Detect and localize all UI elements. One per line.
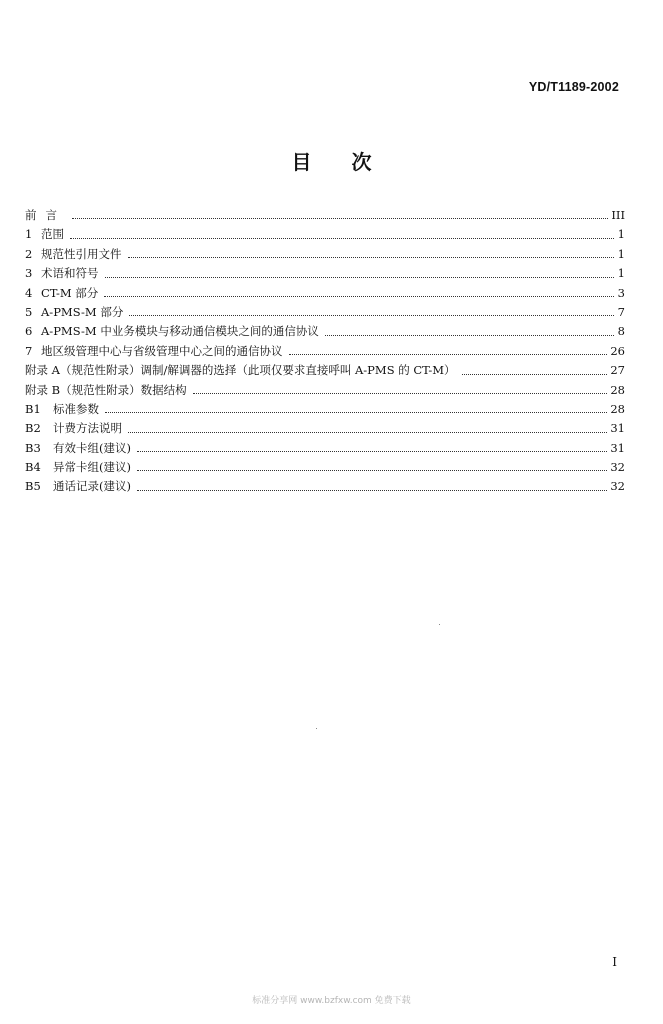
toc-entry-page: 3	[617, 285, 625, 300]
toc-entry-title: 附录 B（规范性附录）数据结构	[25, 382, 187, 397]
toc-entry-title: 计费方法说明	[53, 421, 122, 436]
toc-entry-number: B1	[25, 401, 41, 416]
dot-leader	[137, 470, 607, 471]
toc-entry-number: 1	[25, 227, 33, 242]
toc-entry-page: 1	[617, 266, 625, 281]
toc-entry-page: 26	[610, 343, 625, 358]
page-title: 目次	[291, 150, 412, 174]
toc-entry-number: 7	[25, 343, 33, 358]
toc-entry-title: 附录 A（规范性附录）调制/解调器的选择（此项仅要求直接呼叫 A-PMS 的 CT-M）	[25, 363, 456, 378]
toc-entry-appendix-a[interactable]	[25, 361, 625, 380]
toc-entry-2[interactable]	[25, 245, 625, 264]
toc-entry-page: 32	[610, 479, 625, 494]
toc-entry-title: 有效卡组(建议)	[53, 440, 131, 455]
toc-entry-page: 27	[610, 363, 625, 378]
toc-entry-page: 31	[610, 440, 625, 455]
dot-leader	[137, 451, 607, 452]
toc-entry-page: 32	[610, 460, 625, 475]
toc-entry-b5[interactable]	[25, 477, 625, 496]
watermark: 标准分享网 www.bzfxw.com 免费下载	[252, 996, 411, 1006]
toc-entry-number: B4	[25, 460, 41, 475]
toc-entry-number: 5	[25, 304, 33, 319]
toc-entry-number: B2	[25, 421, 41, 436]
toc-entry-appendix-b[interactable]	[25, 381, 625, 400]
toc-entry-7[interactable]	[25, 342, 625, 361]
toc-entry-page: 7	[617, 304, 625, 319]
dot-leader	[70, 238, 614, 239]
scan-speck	[439, 624, 440, 625]
toc-entry-title: A-PMS-M 中业务模块与移动通信模块之间的通信协议	[41, 324, 319, 339]
scan-speck	[316, 728, 317, 729]
toc-entry-number: 2	[25, 246, 33, 261]
dot-leader	[325, 335, 614, 336]
toc-entry-foreword[interactable]	[25, 206, 625, 225]
toc-entry-1[interactable]	[25, 225, 625, 244]
dot-leader	[72, 218, 608, 219]
toc-entry-page: 28	[610, 401, 625, 416]
document-code: YD/T1189-2002	[528, 80, 619, 94]
dot-leader	[128, 432, 607, 433]
toc-entry-title: A-PMS-M 部分	[41, 304, 124, 319]
toc-entry-page: 28	[610, 382, 625, 397]
toc-entry-title: 规范性引用文件	[41, 246, 122, 261]
dot-leader	[105, 277, 615, 278]
toc-entry-b2[interactable]	[25, 419, 625, 438]
toc-entry-title: 前言	[25, 207, 66, 222]
toc-entry-page: 31	[610, 421, 625, 436]
toc-entry-title: 地区级管理中心与省级管理中心之间的通信协议	[41, 343, 283, 358]
dot-leader	[462, 374, 608, 375]
toc-entry-title: 通话记录(建议)	[53, 479, 131, 494]
toc-entry-title: 标准参数	[53, 401, 99, 416]
toc-entry-b4[interactable]	[25, 458, 625, 477]
toc-entry-number: 6	[25, 324, 33, 339]
dot-leader	[193, 393, 608, 394]
toc-entry-title: 异常卡组(建议)	[53, 460, 131, 475]
toc-entry-number: 4	[25, 285, 33, 300]
toc-entry-number: B3	[25, 440, 41, 455]
toc-entry-number: B5	[25, 479, 41, 494]
dot-leader	[104, 296, 614, 297]
toc-entry-title: 范围	[41, 227, 64, 242]
toc-entry-b3[interactable]	[25, 439, 625, 458]
dot-leader	[105, 412, 607, 413]
toc-entry-page: 1	[617, 227, 625, 242]
table-of-contents	[25, 206, 625, 497]
page-number: I	[612, 955, 617, 969]
toc-entry-title: CT-M 部分	[41, 285, 99, 300]
toc-entry-5[interactable]	[25, 303, 625, 322]
toc-entry-b1[interactable]	[25, 400, 625, 419]
toc-entry-title: 术语和符号	[41, 266, 99, 281]
toc-entry-number: 3	[25, 266, 33, 281]
dot-leader	[137, 490, 607, 491]
toc-entry-page: III	[611, 207, 625, 222]
toc-entry-page: 1	[617, 246, 625, 261]
dot-leader	[289, 354, 608, 355]
toc-entry-4[interactable]	[25, 284, 625, 303]
dot-leader	[129, 315, 614, 316]
toc-entry-page: 8	[617, 324, 625, 339]
toc-entry-6[interactable]	[25, 322, 625, 341]
dot-leader	[128, 257, 615, 258]
toc-entry-3[interactable]	[25, 264, 625, 283]
